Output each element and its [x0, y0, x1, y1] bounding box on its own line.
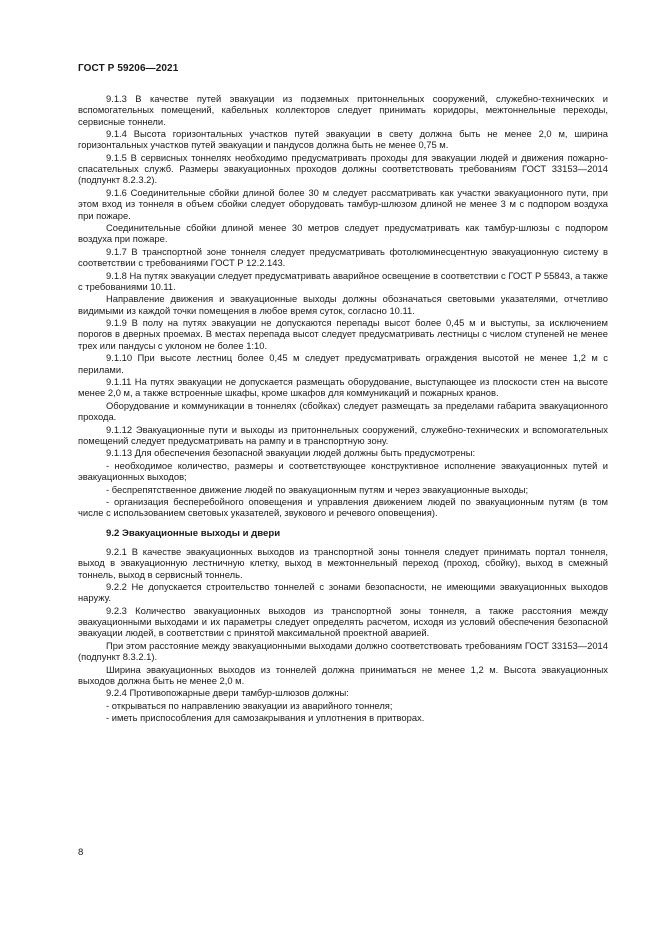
paragraph: При этом расстояние между эвакуационными выходами должно соответствовать требованиям ГОСТ 33153—2014 (подпункт 8.3.2.1).: [78, 639, 608, 663]
section-heading: 9.2 Эвакуационные выходы и двери: [106, 527, 281, 539]
paragraph: Соединительные сбойки длиной менее 30 метров следует предусматривать как тамбур-шлюзы с подпором воздуха при пожаре.: [78, 222, 608, 245]
list-item: - беспрепятственное движение людей по эвакуационным путям и через эвакуационные выходы;: [106, 483, 529, 495]
paragraph: Направление движения и эвакуационные выходы должны обозначаться световыми указателями, отчетливо видимыми из каждой точки помещения в любое время суток, согласно 10.11.: [78, 293, 608, 316]
paragraph: 9.1.4 Высота горизонтальных участков путей эвакуации в свету должна быть не менее 2,0 м, ширина горизонтальных участков путей эвакуации и пандусов должна быть не менее 0,75 м.: [78, 128, 608, 151]
paragraph: 9.1.5 В сервисных тоннелях необходимо предусматривать проходы для эвакуации людей и движения пожарно-спасательных служб. Размеры эвакуационных проходов должны соответствовать требованиям ГОСТ 33153—2014 (подпункт 8.2.3.2).: [78, 151, 608, 186]
paragraph: 9.1.11 На путях эвакуации не допускается размещать оборудование, выступающее из плоскости стен на высоте менее 2,0 м, а также встроенные шкафы, кроме шкафов для коммуникаций и пожарных кранов.: [78, 376, 608, 399]
list-item: - иметь приспособления для самозакрывания и уплотнения в притворах.: [106, 712, 425, 724]
document-code-header: ГОСТ Р 59206—2021: [78, 63, 179, 74]
paragraph: 9.2.2 Не допускается строительство тоннелей с зонами безопасности, не имеющими эвакуационных выходов наружу.: [78, 581, 608, 604]
paragraph: 9.2.4 Противопожарные двери тамбур-шлюзов должны:: [106, 687, 349, 699]
paragraph: 9.1.8 На путях эвакуации следует предусматривать аварийное освещение в соответствии с ГОСТ Р 55843, а также с требованиями 10.11.: [78, 269, 608, 292]
paragraph: 9.1.3 В качестве путей эвакуации из подземных притоннельных сооружений, служебно-технических и вспомогательных помещений, кабельных коллекторов следует принимать коридоры, межтоннельные переходы, сервисные тоннели.: [78, 93, 608, 127]
paragraph: 9.2.3 Количество эвакуационных выходов из транспортной зоны тоннеля, а также расстояния между эвакуационными выходами и их параметры следует определять расчетом, исходя из условий обеспечения безопасной эвакуации людей, в соответствии с принятой максимальной проектной аварией.: [78, 604, 608, 639]
document-body: [78, 93, 608, 725]
paragraph: 9.1.9 В полу на путях эвакуации не допускаются перепады высот более 0,45 м и выступы, за исключением порогов в дверных проемах. В местах перепада высот следует предусматривать лестницы с числом ступеней не менее трех или пандусы с уклоном не более 1:10.: [78, 317, 608, 351]
paragraph: Оборудование и коммуникации в тоннелях (сбойках) следует размещать за пределами габарита эвакуационного прохода.: [78, 399, 608, 423]
paragraph: 9.2.1 В качестве эвакуационных выходов из транспортной зоны тоннеля следует принимать портал тоннеля, выход в эвакуационную лестничную клетку, выход в межтоннельный переход (проход, сбойку), выход в смежный тоннель, выход в сервисный тоннель.: [78, 545, 608, 580]
paragraph: 9.1.12 Эвакуационные пути и выходы из притоннельных сооружений, служебно-технических и вспомогательных помещений следует предусматривать на рампу и в транспортную зону.: [78, 423, 608, 446]
list-item: - организация бесперебойного оповещения и управления движением людей по эвакуационным путям (в том числе с использованием световых указателей, звукового и речевого оповещения).: [78, 496, 608, 519]
list-item: - открываться по направлению эвакуации из аварийного тоннеля;: [106, 699, 393, 711]
paragraph: 9.1.6 Соединительные сбойки длиной более 30 м следует рассматривать как участки эвакуационного пути, при этом вход из тоннеля в объем сбойки следует оборудовать тамбур-шлюзом длиной не менее 3 м с подпором воздуха при пожаре.: [78, 186, 608, 221]
list-item: - необходимое количество, размеры и соответствующее конструктивное исполнение эвакуационных путей и эвакуационных выходов;: [78, 459, 608, 483]
paragraph: 9.1.13 Для обеспечения безопасной эвакуации людей должны быть предусмотрены:: [106, 447, 476, 459]
paragraph: Ширина эвакуационных выходов из тоннелей должна приниматься не менее 1,2 м. Высота эвакуационных выходов должна быть не менее 2,0 м.: [78, 663, 608, 686]
paragraph: 9.1.7 В транспортной зоне тоннеля следует предусматривать фотолюминесцентную эвакуационную систему в соответствии с требованиями ГОСТ Р 12.2.143.: [78, 245, 608, 269]
paragraph: 9.1.10 При высоте лестниц более 0,45 м следует предусматривать ограждения высотой не менее 1,2 м с перилами.: [78, 352, 608, 375]
page-number: 8: [78, 847, 84, 858]
